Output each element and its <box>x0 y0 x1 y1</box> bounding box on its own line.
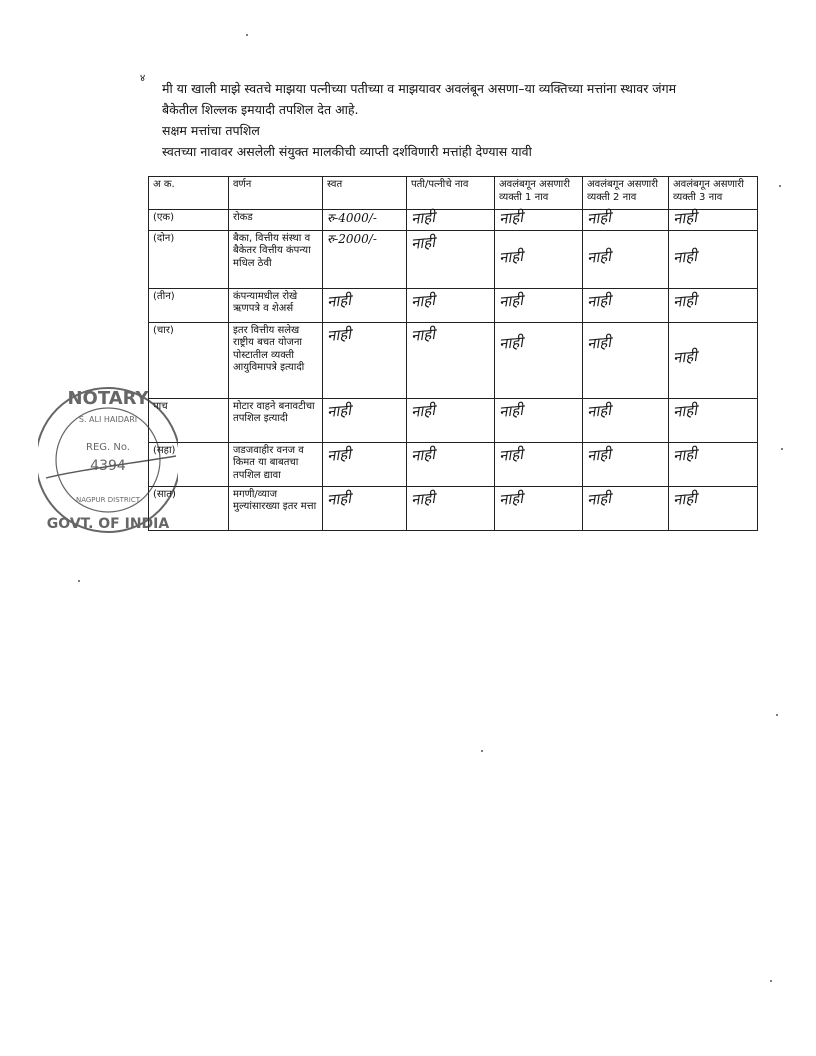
handwritten-value: नाही <box>672 290 698 311</box>
intro-line-4: स्वतच्या नावावर असलेली संयुक्त मालकीची व्याप्ती दर्शविणारी मत्तांही देण्यास यावी <box>162 144 532 159</box>
stamp-reg-label: REG. No. <box>86 442 130 453</box>
table-row <box>149 322 758 398</box>
handwritten-value: नाही <box>326 488 352 509</box>
handwritten-value: नाही <box>672 400 698 421</box>
handwritten-value: नाही <box>326 324 352 345</box>
table-row <box>149 398 758 442</box>
row-serial: पाच <box>149 398 229 442</box>
intro-line-1: मी या खाली माझे स्वतचे माझया पत्नीच्या पतीच्या व माझयावर अवलंबून असणा–या व्यक्तिच्या मत्तांना स्थावर जंगम <box>162 81 677 96</box>
table-header-row <box>149 177 758 210</box>
intro-line-3: सक्षम मत्तांचा तपशिल <box>162 123 260 138</box>
handwritten-amount: रु-2000/- <box>327 231 377 246</box>
handwritten-value: नाही <box>586 400 612 421</box>
handwritten-value: नाही <box>672 246 698 267</box>
scan-speck <box>246 34 248 36</box>
handwritten-value: नाही <box>498 207 524 229</box>
row-description: मगणी/व्याज मुल्यांसारख्या इतर मत्ता <box>229 486 323 530</box>
handwritten-value: नाही <box>498 290 524 311</box>
row-serial: (चार) <box>149 322 229 398</box>
handwritten-amount: रु-4000/- <box>327 211 377 225</box>
scan-speck <box>779 185 781 187</box>
handwritten-value: नाही <box>498 400 524 421</box>
scan-speck <box>776 714 778 716</box>
scan-speck <box>481 750 483 752</box>
handwritten-value: नाही <box>410 232 436 253</box>
handwritten-value: नाही <box>586 488 612 509</box>
handwritten-value: नाही <box>410 324 436 345</box>
header-dependent-3: अवलंबगून असणारी व्यक्ती 3 नाव <box>669 177 758 210</box>
row-description: इतर वित्तीय सलेख राष्ट्रीय बचत योजना पोस्टातील व्यक्ती आयुविमापत्रे इत्यादी <box>229 322 323 398</box>
handwritten-value: नाही <box>498 246 524 267</box>
row-description: बैका, वित्तीय संस्था व बैकेतर वित्तीय कंपन्या मधिल ठेवी <box>229 230 323 288</box>
handwritten-value: नाही <box>410 444 436 465</box>
intro-line-2: बैकेतील शिल्लक इमयादी तपशिल देत आहे. <box>162 102 359 117</box>
scan-speck <box>78 580 80 582</box>
header-self: स्वत <box>323 177 407 210</box>
row-description: मोटार वाहने बनावटीचा तपशिल इत्यादी <box>229 398 323 442</box>
handwritten-value: नाही <box>410 400 436 421</box>
row-serial: (तीन) <box>149 288 229 322</box>
handwritten-value: नाही <box>326 290 352 311</box>
handwritten-value: नाही <box>326 444 352 465</box>
stamp-inner-ring <box>56 408 160 512</box>
stamp-district-text: NAGPUR DISTRICT <box>75 496 141 504</box>
stamp-reg-number: 4394 <box>90 458 126 474</box>
row-serial: (दोन) <box>149 230 229 288</box>
table-row <box>149 210 758 231</box>
handwritten-value: नाही <box>498 332 524 353</box>
row-serial: (एक) <box>149 210 229 231</box>
handwritten-value: नाही <box>586 332 612 353</box>
table-row <box>149 230 758 288</box>
handwritten-value: नाही <box>586 207 612 229</box>
row-description: जडजवाहीर वनज व किमत या बाबतचा तपशिल द्यावा <box>229 442 323 486</box>
header-serial: अ क. <box>149 177 229 210</box>
table-row <box>149 442 758 486</box>
handwritten-value: नाही <box>672 488 698 509</box>
stamp-top-text: NOTARY <box>67 388 149 409</box>
handwritten-value: नाही <box>672 346 698 367</box>
handwritten-value: नाही <box>410 207 436 229</box>
scan-speck <box>770 980 772 982</box>
stamp-name-text: S. ALI HAIDARI <box>78 415 138 424</box>
scan-speck <box>781 448 783 450</box>
assets-table <box>148 176 758 531</box>
table-row <box>149 486 758 530</box>
row-serial: (सात) <box>149 486 229 530</box>
row-serial: (सहा) <box>149 442 229 486</box>
handwritten-value: नाही <box>410 488 436 509</box>
handwritten-value: नाही <box>326 400 352 421</box>
handwritten-value: नाही <box>586 290 612 311</box>
handwritten-value: नाही <box>410 290 436 311</box>
handwritten-value: नाही <box>586 444 612 465</box>
row-description: रोकड <box>229 210 323 231</box>
handwritten-value: नाही <box>672 207 698 229</box>
header-dependent-2: अवलंबगून असणारी व्यक्ती 2 नाव <box>583 177 669 210</box>
page-mark: ४ <box>140 73 146 84</box>
intro-paragraph <box>140 73 762 162</box>
stamp-bottom-text: GOVT. OF INDIA <box>46 516 170 532</box>
header-description: वर्णन <box>229 177 323 210</box>
row-self <box>323 210 407 231</box>
handwritten-value: नाही <box>498 444 524 465</box>
header-spouse: पती/पत्नीचे नाव <box>407 177 495 210</box>
row-description: कंपन्यामधील रोखे ऋणपत्रे व शेअर्स <box>229 288 323 322</box>
handwritten-value: नाही <box>672 444 698 465</box>
handwritten-value: नाही <box>498 488 524 509</box>
handwritten-value: नाही <box>586 246 612 267</box>
header-dependent-1: अवलंबगून असणारी व्यक्ती 1 नाव <box>495 177 583 210</box>
table-row <box>149 288 758 322</box>
